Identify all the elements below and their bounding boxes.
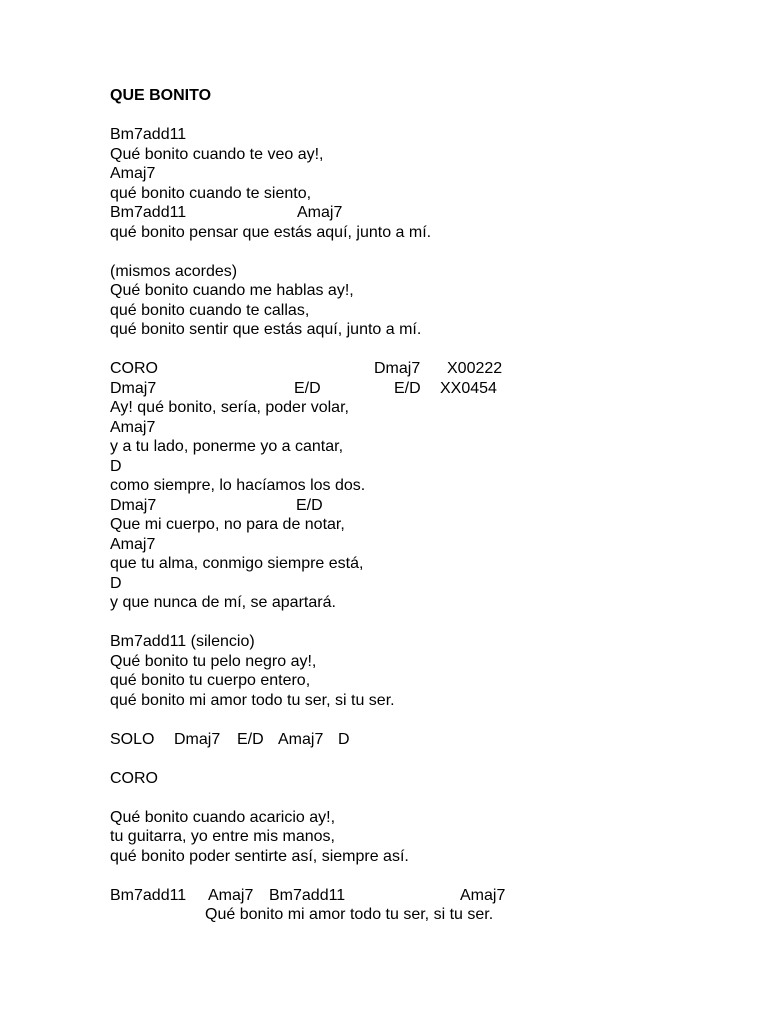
line-text: CORO bbox=[110, 769, 158, 787]
line-text: D bbox=[110, 574, 122, 592]
line-text: tu guitarra, yo entre mis manos, bbox=[110, 828, 335, 845]
line-text: Amaj7 bbox=[110, 535, 156, 553]
line-text: Dmaj7 bbox=[110, 379, 157, 397]
line-text: Amaj7 bbox=[110, 165, 156, 182]
line-text: Bm7add11 bbox=[110, 204, 187, 221]
line-text: CORO bbox=[110, 360, 158, 377]
line-text: E/D bbox=[296, 496, 323, 514]
line-text: qué bonito cuando te callas, bbox=[110, 301, 310, 319]
line-text: Dmaj7 bbox=[374, 360, 421, 377]
line-text: Dmaj7 bbox=[174, 730, 221, 748]
line-text: Amaj7 bbox=[460, 886, 506, 904]
line-text: Bm7add11 bbox=[110, 126, 187, 143]
line-text: Qué bonito tu pelo negro ay!, bbox=[110, 652, 317, 670]
line-text: E/D bbox=[237, 730, 264, 748]
line-text: E/D bbox=[294, 379, 321, 397]
line-text: Qué bonito mi amor todo tu ser, si tu ser. bbox=[205, 906, 494, 923]
line-text: Bm7add11 bbox=[110, 886, 187, 904]
line-text: Amaj7 bbox=[297, 204, 343, 221]
line-text: SOLO bbox=[110, 730, 155, 748]
line-text: Amaj7 bbox=[110, 418, 156, 436]
line-text: Qué bonito cuando te veo ay!, bbox=[110, 145, 324, 163]
line-text: qué bonito mi amor todo tu ser, si tu ser. bbox=[110, 691, 395, 709]
line-text: qué bonito poder sentirte así, siempre así. bbox=[110, 847, 409, 865]
line-text: X00222 bbox=[447, 360, 503, 377]
line-text: Bm7add11 (silencio) bbox=[110, 633, 255, 650]
line-text: como siempre, lo hacíamos los dos. bbox=[110, 477, 366, 494]
line-text: Que mi cuerpo, no para de notar, bbox=[110, 516, 345, 533]
line-text: Dmaj7 bbox=[110, 496, 157, 514]
line-text: XX0454 bbox=[440, 379, 497, 397]
line-text: D bbox=[110, 457, 122, 475]
line-text: Amaj7 bbox=[278, 730, 324, 748]
line-text: qué bonito sentir que estás aquí, junto a mí. bbox=[110, 321, 422, 338]
line-text: y a tu lado, ponerme yo a cantar, bbox=[110, 438, 344, 455]
line-text: qué bonito tu cuerpo entero, bbox=[110, 672, 311, 689]
song-title: QUE BONITO bbox=[110, 87, 212, 104]
line-text: y que nunca de mí, se apartará. bbox=[110, 594, 336, 611]
line-text: que tu alma, conmigo siempre está, bbox=[110, 555, 364, 572]
line-text: qué bonito cuando te siento, bbox=[110, 184, 312, 202]
line-text: Ay! qué bonito, sería, poder volar, bbox=[110, 399, 349, 416]
line-text: Bm7add11 bbox=[269, 886, 346, 904]
line-text: E/D bbox=[394, 379, 421, 397]
line-text: qué bonito pensar que estás aquí, junto a mí. bbox=[110, 223, 432, 241]
line-text: Amaj7 bbox=[208, 886, 254, 904]
line-text: D bbox=[338, 730, 350, 748]
line-text: Qué bonito cuando acaricio ay!, bbox=[110, 808, 336, 826]
line-text: Qué bonito cuando me hablas ay!, bbox=[110, 282, 354, 299]
line-text: (mismos acordes) bbox=[110, 262, 238, 280]
